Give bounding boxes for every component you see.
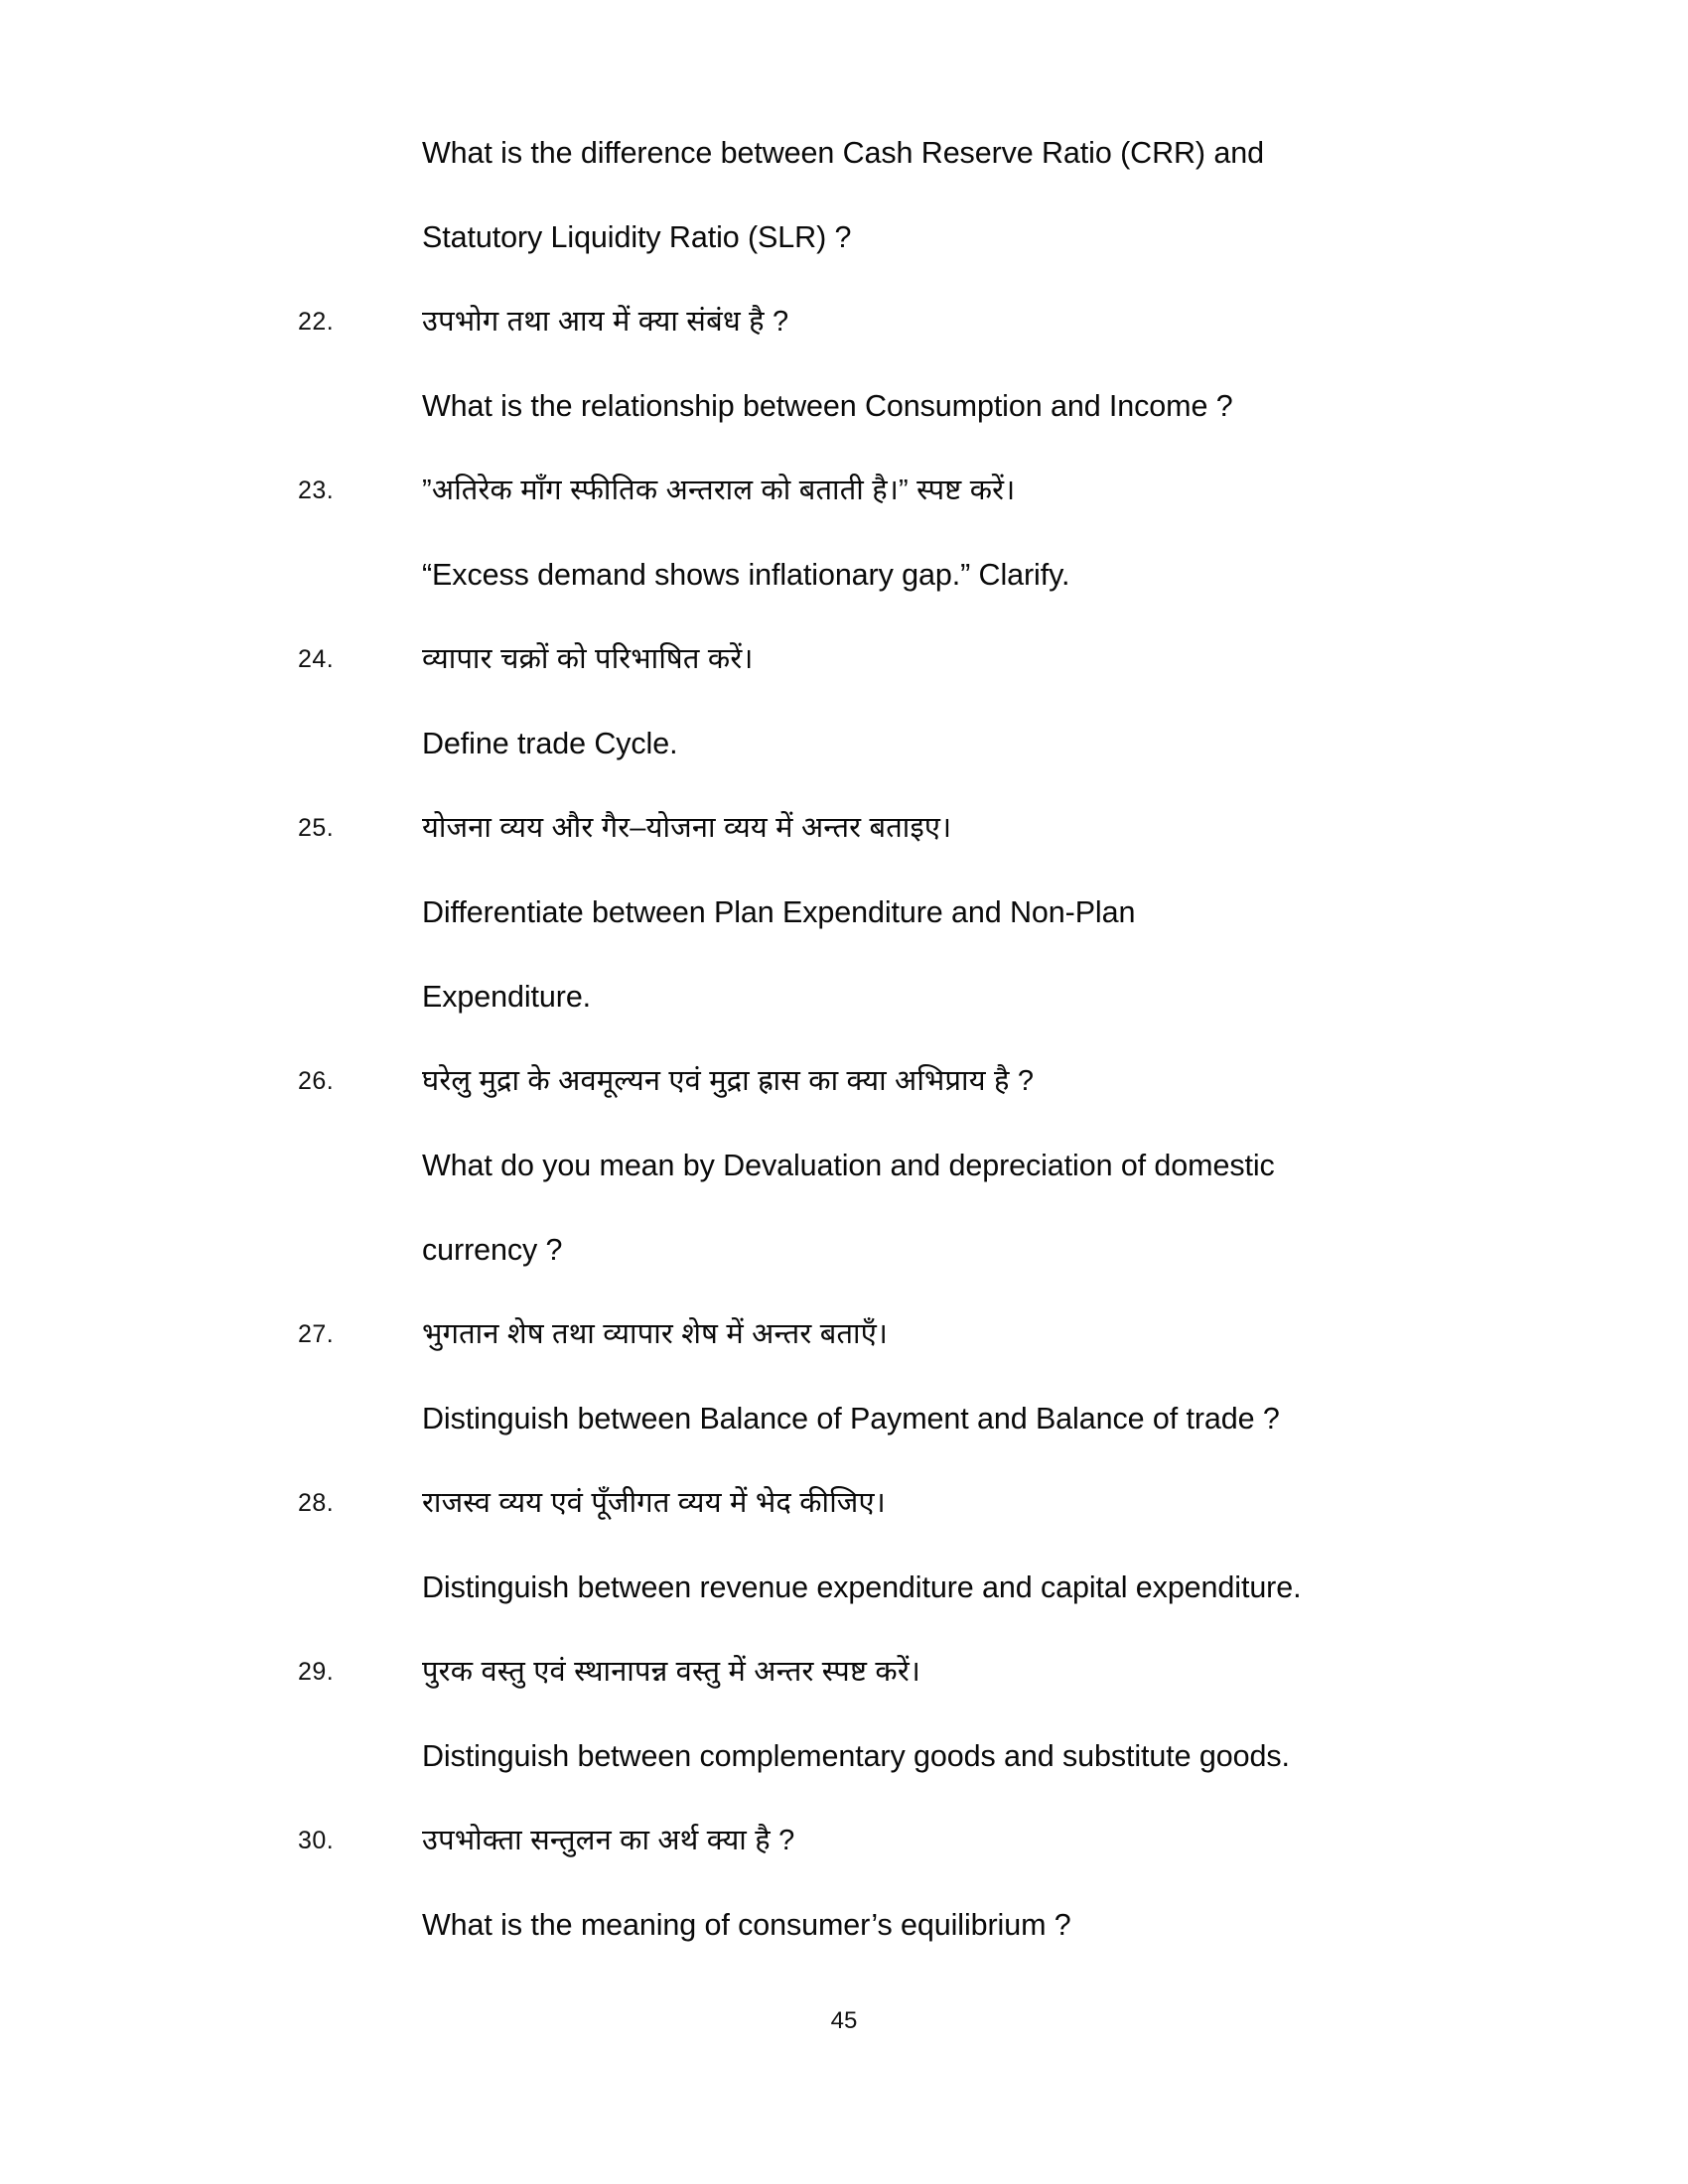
question-item	[298, 1039, 1484, 1293]
question-item	[298, 1799, 1484, 1968]
question-text-english: Distinguish between revenue expenditure and capital expenditure.	[422, 1570, 1302, 1604]
question-item	[298, 1461, 1484, 1630]
question-item	[298, 449, 1484, 617]
question-number: 29.	[298, 1658, 335, 1686]
question-body	[422, 1799, 1484, 1968]
question-item	[298, 1293, 1484, 1461]
question-body	[422, 1630, 1484, 1799]
question-text-english: currency ?	[422, 1233, 563, 1267]
question-number: 24.	[298, 645, 335, 673]
question-text-english: What is the meaning of consumer’s equilibrium ?	[422, 1908, 1071, 1942]
question-text-hindi: उपभोग तथा आय में क्या संबंध है ?	[422, 306, 789, 338]
question-number: 22.	[298, 308, 335, 336]
question-text-english: What do you mean by Devaluation and depreciation of domestic	[422, 1149, 1275, 1182]
question-number: 30.	[298, 1827, 335, 1854]
question-body	[422, 1293, 1484, 1461]
question-text-english: Statutory Liquidity Ratio (SLR) ?	[422, 220, 852, 254]
question-body	[422, 1461, 1484, 1630]
question-text-english: Expenditure.	[422, 980, 592, 1014]
question-text-english: Distinguish between complementary goods and substitute goods.	[422, 1739, 1290, 1773]
question-body	[422, 1039, 1484, 1293]
question-item	[298, 786, 1484, 1039]
question-body	[422, 786, 1484, 1039]
question-text-hindi: व्यापार चक्रों को परिभाषित करें।	[422, 643, 754, 675]
question-text-hindi: ”अतिरेक माँग स्फीतिक अन्तराल को बताती है।” स्पष्ट करें।	[422, 475, 1016, 506]
question-text-english: What is the difference between Cash Reserve Ratio (CRR) and	[422, 136, 1264, 170]
question-text-hindi: पुरक वस्तु एवं स्थानापन्न वस्तु में अन्तर स्पष्ट करें।	[422, 1656, 921, 1688]
question-text-hindi: भुगतान शेष तथा व्यापार शेष में अन्तर बताएँ।	[422, 1318, 889, 1350]
question-item	[298, 280, 1484, 449]
question-text-english: What is the relationship between Consumption and Income ?	[422, 389, 1233, 423]
question-body	[422, 617, 1484, 786]
question-text-hindi: घरेलु मुद्रा के अवमूल्यन एवं मुद्रा ह्रास का क्या अभिप्राय है ?	[422, 1065, 1035, 1097]
question-body	[422, 111, 1484, 280]
question-item	[298, 111, 1484, 280]
question-number: 26.	[298, 1067, 335, 1095]
question-number: 27.	[298, 1320, 335, 1348]
page-number: 45	[830, 2007, 858, 2034]
question-text-english: “Excess demand shows inflationary gap.” Clarify.	[422, 558, 1070, 592]
question-number: 23.	[298, 477, 335, 504]
question-item	[298, 617, 1484, 786]
question-text-hindi: उपभोक्ता सन्तुलन का अर्थ क्या है ?	[422, 1825, 795, 1856]
question-text-english: Define trade Cycle.	[422, 727, 678, 760]
question-text-hindi: राजस्व व्यय एवं पूँजीगत व्यय में भेद कीजिए।	[422, 1487, 886, 1519]
question-item	[298, 1630, 1484, 1799]
question-number: 28.	[298, 1489, 335, 1517]
question-body	[422, 449, 1484, 617]
question-number: 25.	[298, 814, 335, 842]
question-body	[422, 280, 1484, 449]
question-text-english: Differentiate between Plan Expenditure and Non-Plan	[422, 895, 1136, 929]
question-text-english: Distinguish between Balance of Payment and Balance of trade ?	[422, 1402, 1280, 1435]
question-list	[298, 111, 1484, 1968]
question-text-hindi: योजना व्यय और गैर–योजना व्यय में अन्तर बताइए।	[422, 812, 952, 844]
